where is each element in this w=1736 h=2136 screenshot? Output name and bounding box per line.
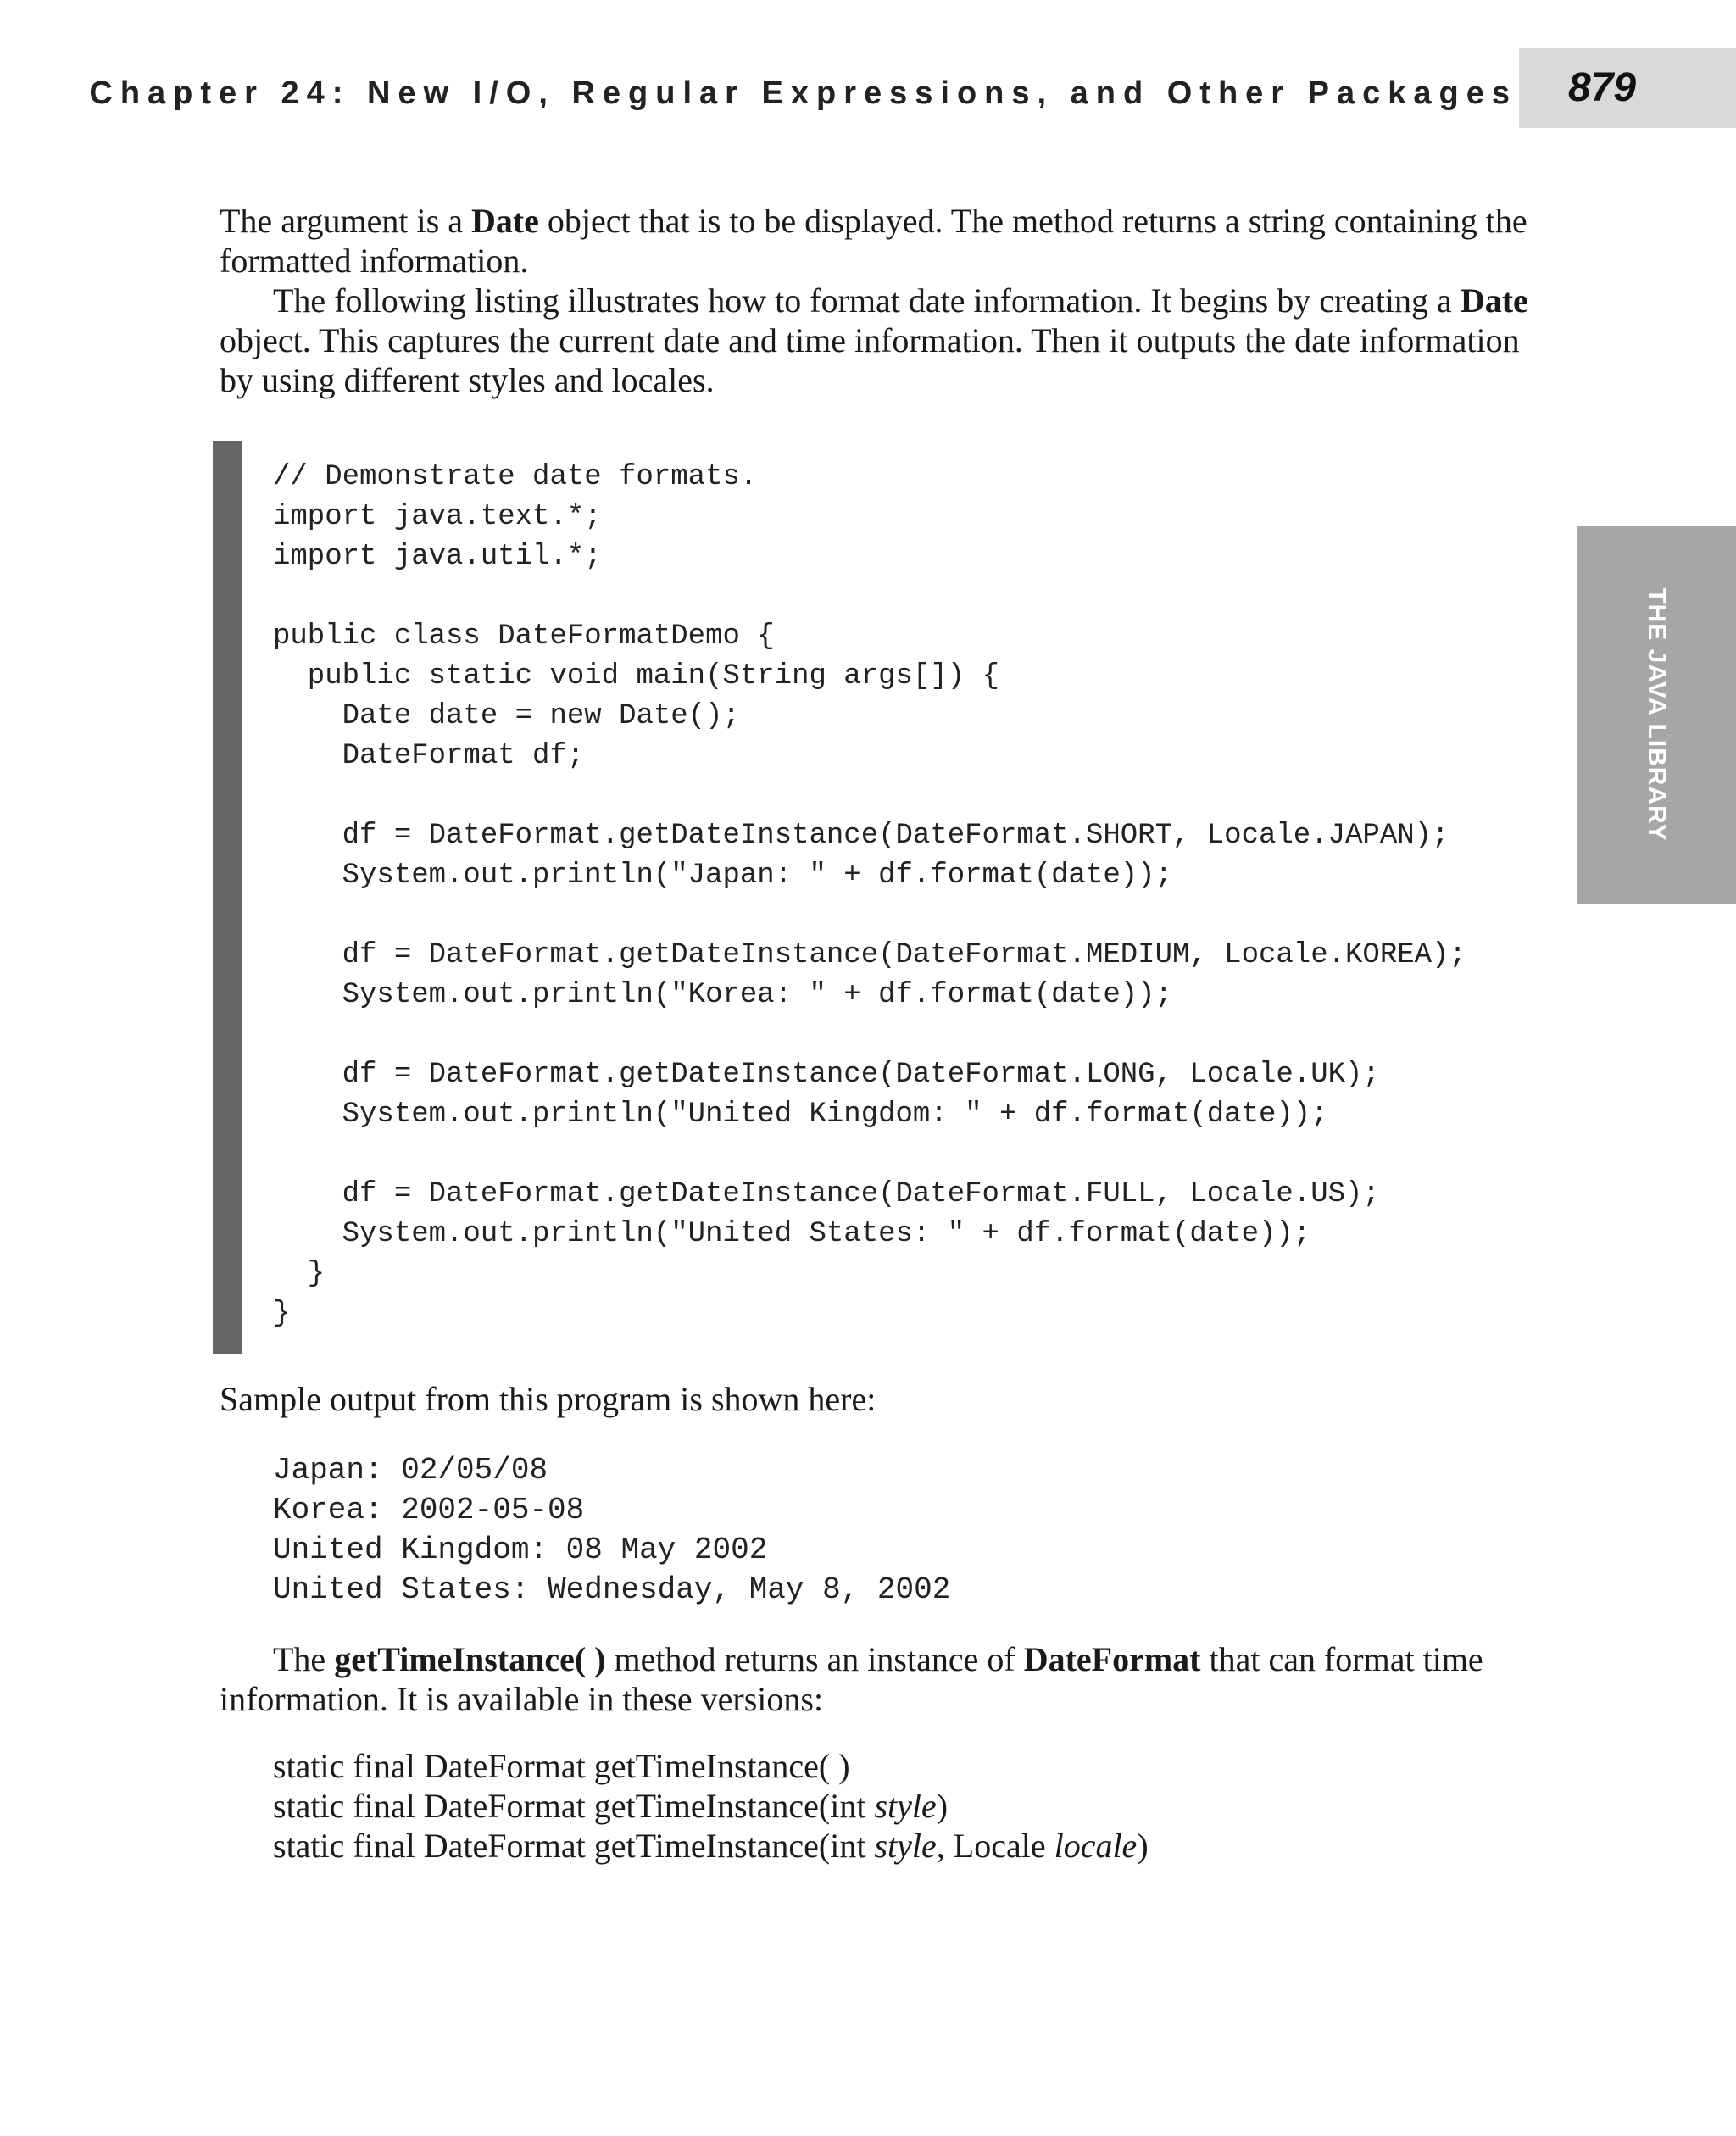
code-term-date: Date — [1460, 281, 1528, 320]
param-style: style — [874, 1827, 937, 1865]
paragraph-gettimeinstance: The getTimeInstance( ) method returns an instance of DateFormat that can format time information. It is available in these versions: — [220, 1640, 1483, 1718]
section-thumb-tab — [1577, 526, 1736, 904]
signature-line: static final DateFormat getTimeInstance(int style) — [273, 1787, 949, 1825]
param-style: style — [874, 1787, 937, 1825]
method-signatures — [273, 1746, 1149, 1866]
code-term-dateformat: DateFormat — [1023, 1640, 1201, 1678]
chapter-running-head: Chapter 24: New I/O, Regular Expressions, and Other Packages — [89, 75, 1517, 111]
code-listing-bar — [213, 441, 242, 1354]
paragraph-sample-output-intro: Sample output from this program is shown here: — [220, 1380, 876, 1418]
section-thumb-tab-label: THE JAVA LIBRARY — [1643, 587, 1671, 842]
page-number: 879 — [1567, 65, 1637, 110]
page-number-box — [1519, 48, 1736, 128]
code-listing: // Demonstrate date formats. import java.text.*; import java.util.*; public class DateFormatDemo { public static void main(String args[]) { Date date = new Date(); DateFormat df; df = DateFormat.getDateInstance(DateFormat.SHORT, Locale.JAPAN); System.out.println("Japan: " + df.format(date)); df = DateFormat.getDateInstance(DateFormat.MEDIUM, Locale.KOREA); System.out.println("Korea: " + df.format(date)); df = DateFormat.getDateInstance(DateFormat.LONG, Locale.UK); System.out.println("United Kingdom: " + df.format(date)); df = DateFormat.getDateInstance(DateFormat.FULL, Locale.US); System.out.println("United States: " + df.format(date)); } } — [273, 461, 1466, 1330]
signature-line: static final DateFormat getTimeInstance( ) — [273, 1747, 850, 1785]
code-term-date: Date — [470, 202, 539, 240]
sample-output: Japan: 02/05/08 Korea: 2002-05-08 United Kingdom: 08 May 2002 United States: Wednesday, May 8, 2002 — [273, 1453, 951, 1607]
paragraph-listing-intro: The following listing illustrates how to format date information. It begins by creating a Date object. This captures the current date and time information. Then it outputs the date information by using different styles and locales. — [220, 281, 1528, 399]
signature-line: static final DateFormat getTimeInstance(int style, Locale locale) — [273, 1827, 1149, 1865]
param-locale: locale — [1054, 1827, 1138, 1865]
code-term-gettimeinstance: getTimeInstance( ) — [334, 1640, 606, 1678]
paragraph-date-argument: The argument is a Date object that is to be displayed. The method returns a string containing the formatted information. — [220, 202, 1527, 280]
body-text-top — [220, 201, 1542, 400]
